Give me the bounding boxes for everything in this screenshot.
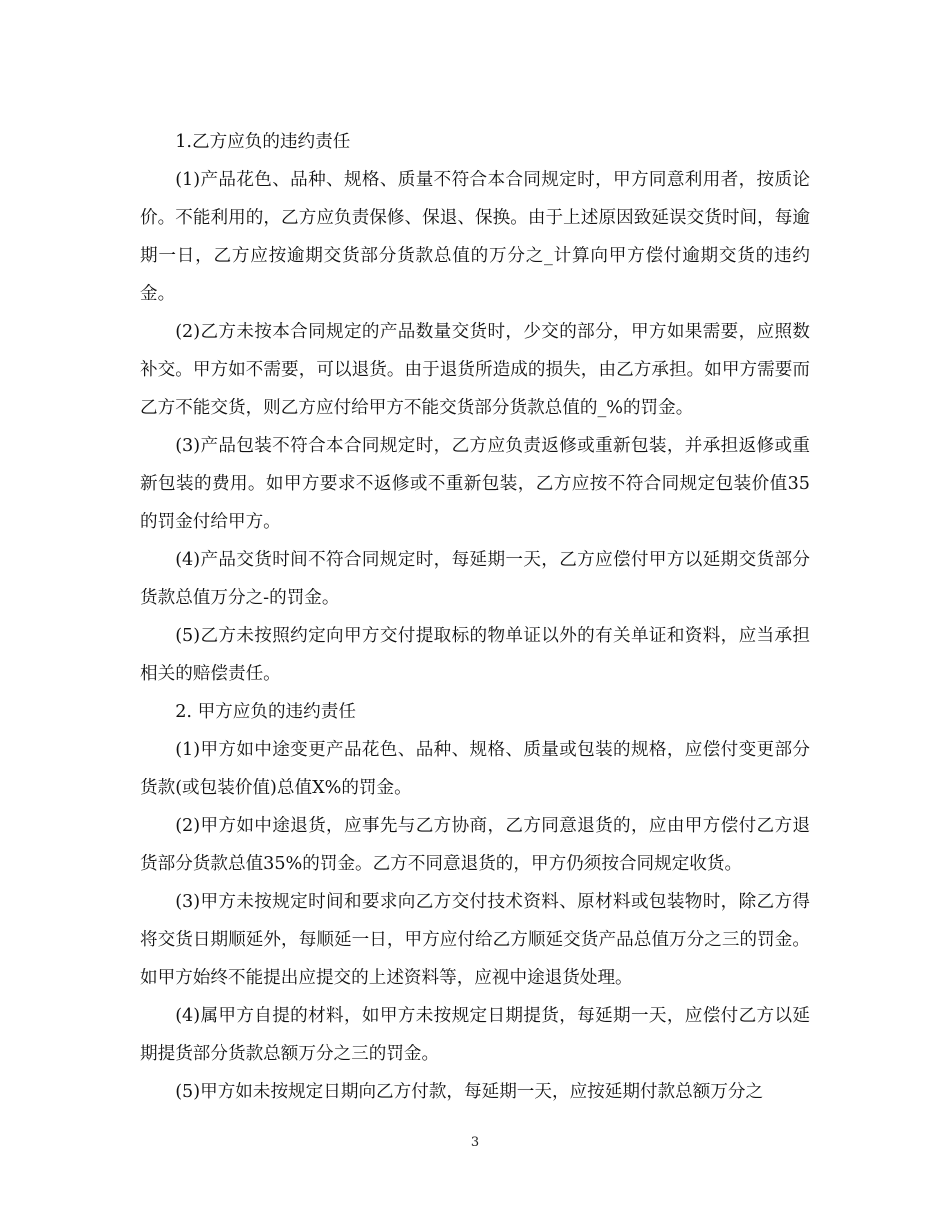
clause-paragraph: (1)甲方如中途变更产品花色、品种、规格、质量或包装的规格，应偿付变更部分货款(或包装价值)总值X%的罚金。: [140, 740, 810, 798]
clause-paragraph: (2)乙方未按本合同规定的产品数量交货时，少交的部分，甲方如果需要，应照数补交。甲方如不需要，可以退货。由于退货所造成的损失，由乙方承担。如甲方需要而乙方不能交货，则乙方应付给甲方不能交货部分货款总值的_%的罚金。: [140, 322, 810, 418]
section-heading-party-a-liability: 2. 甲方应负的违约责任: [175, 702, 356, 722]
clause-paragraph: (5)甲方如未按规定日期向乙方付款，每延期一天，应按延期付款总额万分之: [175, 1082, 764, 1102]
clause-paragraph: (3)产品包装不符合本合同规定时，乙方应负责返修或重新包装，并承担返修或重新包装的费用。如甲方要求不返修或不重新包装，乙方应按不符合同规定包装价值35的罚金付给甲方。: [140, 436, 810, 532]
clause-paragraph: (3)甲方未按规定时间和要求向乙方交付技术资料、原材料或包装物时，除乙方得将交货日期顺延外，每顺延一日，甲方应付给乙方顺延交货产品总值万分之三的罚金。如甲方始终不能提出应提交的上述资料等，应视中途退货处理。: [140, 892, 810, 988]
clause-paragraph: (4)产品交货时间不符合同规定时，每延期一天，乙方应偿付甲方以延期交货部分货款总值万分之-的罚金。: [140, 550, 810, 608]
section-heading-party-b-liability: 1.乙方应负的违约责任: [175, 132, 351, 152]
page-number: 3: [470, 1135, 480, 1150]
document-body: [140, 123, 810, 1111]
clause-paragraph: (5)乙方未按照约定向甲方交付提取标的物单证以外的有关单证和资料，应当承担相关的赔偿责任。: [140, 626, 810, 684]
clause-paragraph: (2)甲方如中途退货，应事先与乙方协商，乙方同意退货的，应由甲方偿付乙方退货部分货款总值35%的罚金。乙方不同意退货的，甲方仍须按合同规定收货。: [140, 816, 810, 874]
clause-paragraph: (1)产品花色、品种、规格、质量不符合本合同规定时，甲方同意利用者，按质论价。不能利用的，乙方应负责保修、保退、保换。由于上述原因致延误交货时间，每逾期一日，乙方应按逾期交货部分货款总值的万分之_计算向甲方偿付逾期交货的违约金。: [140, 170, 810, 304]
clause-paragraph: (4)属甲方自提的材料，如甲方未按规定日期提货，每延期一天，应偿付乙方以延期提货部分货款总额万分之三的罚金。: [140, 1006, 810, 1064]
